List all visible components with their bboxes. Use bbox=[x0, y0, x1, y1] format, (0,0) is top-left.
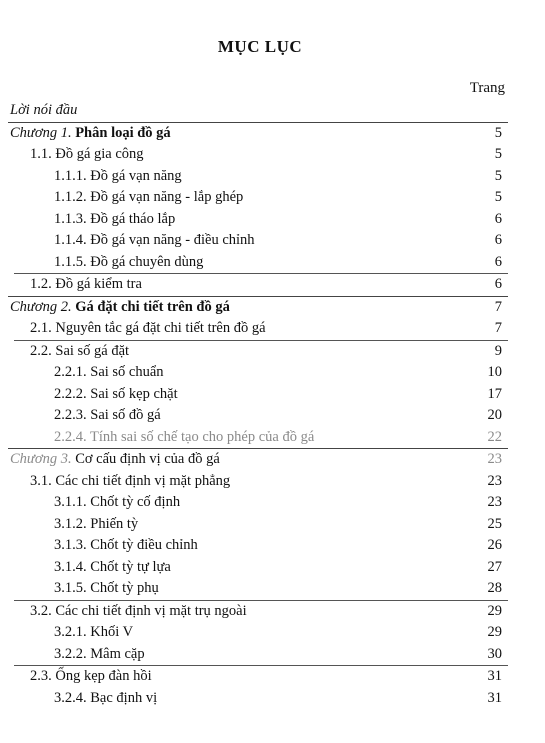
section-3-2-entry[interactable] bbox=[14, 601, 508, 623]
chapter-2-prefix: Chương 2. bbox=[10, 298, 72, 315]
section-label: 2.2. Sai số gá đặt bbox=[30, 342, 130, 359]
subsection-2-2-4-entry[interactable] bbox=[14, 427, 508, 449]
preface-label: Lời nói đầu bbox=[10, 102, 78, 118]
chapter-2-entry[interactable] bbox=[8, 297, 508, 319]
subsection-3-1-4-entry[interactable] bbox=[14, 557, 508, 579]
subsection-label: 1.1.4. Đồ gá vạn năng - điều chỉnh bbox=[54, 232, 255, 248]
subsection-label: 3.1.2. Phiến tỳ bbox=[54, 515, 139, 532]
subsection-label: 3.1.3. Chốt tỳ điều chỉnh bbox=[54, 537, 198, 553]
subsection-label: 1.1.2. Đồ gá vạn năng - lắp ghép bbox=[54, 189, 244, 205]
subsection-label: 1.1.1. Đồ gá vạn năng bbox=[54, 167, 182, 184]
subsection-1-1-4-entry[interactable] bbox=[14, 230, 508, 252]
subsection-page: 6 bbox=[494, 210, 502, 227]
subsection-page: 23 bbox=[487, 494, 502, 510]
table-of-contents bbox=[0, 100, 545, 709]
subsection-page: 17 bbox=[487, 385, 502, 402]
subsection-label: 3.2.2. Mâm cặp bbox=[54, 645, 145, 662]
section-1-2-entry[interactable] bbox=[14, 274, 508, 296]
section-1-2-box bbox=[14, 274, 508, 296]
chapter-1-page: 5 bbox=[494, 124, 502, 141]
chapter-1-title: Phân loại đồ gá bbox=[75, 124, 171, 141]
subsection-page: 6 bbox=[494, 253, 502, 270]
section-2-1-entry[interactable] bbox=[14, 318, 508, 340]
chapter-1-prefix: Chương 1. bbox=[10, 124, 72, 141]
subsection-label: 3.1.4. Chốt tỳ tự lựa bbox=[54, 558, 171, 575]
subsection-page: 27 bbox=[487, 558, 502, 575]
subsection-page: 28 bbox=[487, 580, 502, 596]
chapter-3-title: Cơ cấu định vị của đồ gá bbox=[75, 451, 220, 467]
section-page: 31 bbox=[487, 668, 502, 684]
subsection-2-2-3-entry[interactable] bbox=[14, 405, 508, 427]
section-label: 3.1. Các chi tiết định vị mặt phẳng bbox=[30, 472, 231, 489]
subsection-3-2-1-entry[interactable] bbox=[14, 622, 508, 644]
subsection-1-1-5-entry[interactable] bbox=[14, 252, 508, 274]
subsection-label: 2.2.3. Sai số đồ gá bbox=[54, 407, 161, 423]
chapter-3-group bbox=[8, 449, 508, 709]
subsection-page: 26 bbox=[487, 537, 502, 553]
chapter-1-group bbox=[8, 123, 508, 297]
chapter-3-label bbox=[10, 449, 220, 471]
section-2-1-box bbox=[14, 318, 508, 341]
chapter-2-group bbox=[8, 297, 508, 450]
subsection-1-1-2-entry[interactable] bbox=[14, 187, 508, 209]
subsection-label: 3.2.1. Khối V bbox=[54, 624, 134, 640]
section-label: 1.2. Đồ gá kiểm tra bbox=[30, 276, 142, 292]
subsection-label: 2.2.1. Sai số chuẩn bbox=[54, 364, 164, 380]
chapter-3-entry[interactable] bbox=[8, 449, 508, 471]
subsection-3-1-2-entry[interactable] bbox=[14, 514, 508, 536]
section-page: 29 bbox=[487, 602, 502, 619]
subsection-page: 20 bbox=[487, 407, 502, 423]
section-3-1-entry[interactable] bbox=[14, 471, 508, 493]
page-column-header: Trang bbox=[469, 80, 505, 96]
chapter-2-page: 7 bbox=[494, 298, 502, 315]
chapter-3-prefix: Chương 3. bbox=[10, 451, 72, 467]
subsection-3-2-4-entry[interactable] bbox=[14, 688, 508, 710]
chapter-2-label bbox=[10, 297, 230, 319]
section-2-3-box bbox=[14, 666, 508, 709]
section-3-2-box bbox=[14, 601, 508, 667]
section-1-1-entry[interactable] bbox=[14, 144, 508, 166]
section-page: 5 bbox=[494, 146, 502, 162]
section-page: 7 bbox=[494, 320, 502, 336]
subsection-label: 3.2.4. Bạc định vị bbox=[54, 689, 158, 706]
page-title: MỤC LỤC bbox=[217, 37, 303, 56]
subsection-page: 31 bbox=[487, 689, 502, 706]
subsection-label: 2.2.2. Sai số kẹp chặt bbox=[54, 385, 178, 402]
subsection-2-2-1-entry[interactable] bbox=[14, 362, 508, 384]
subsection-1-1-3-entry[interactable] bbox=[14, 209, 508, 231]
subsection-label: 1.1.5. Đồ gá chuyên dùng bbox=[54, 253, 204, 270]
subsection-label: 2.2.4. Tính sai số chế tạo cho phép của đồ gá bbox=[54, 428, 315, 445]
subsection-page: 5 bbox=[494, 167, 502, 184]
section-label: 2.1. Nguyên tắc gá đặt chi tiết trên đồ gá bbox=[30, 320, 266, 336]
subsection-label: 3.1.5. Chốt tỳ phụ bbox=[54, 580, 159, 596]
section-label: 1.1. Đồ gá gia công bbox=[30, 146, 144, 162]
preface-group bbox=[8, 100, 508, 123]
subsection-3-2-2-entry[interactable] bbox=[14, 644, 508, 666]
subsection-page: 10 bbox=[487, 364, 502, 380]
section-page: 9 bbox=[494, 342, 502, 359]
section-3-1-box bbox=[14, 471, 508, 601]
section-2-3-entry[interactable] bbox=[14, 666, 508, 688]
subsection-1-1-1-entry[interactable] bbox=[14, 166, 508, 188]
section-page: 23 bbox=[487, 472, 502, 489]
subsection-label: 1.1.3. Đồ gá tháo lắp bbox=[54, 210, 176, 227]
subsection-2-2-2-entry[interactable] bbox=[14, 384, 508, 406]
subsection-page: 5 bbox=[494, 189, 502, 205]
subsection-page: 6 bbox=[494, 232, 502, 248]
chapter-1-entry[interactable] bbox=[8, 123, 508, 145]
section-label: 3.2. Các chi tiết định vị mặt trụ ngoài bbox=[30, 602, 247, 619]
section-page: 6 bbox=[494, 276, 502, 292]
subsection-page: 25 bbox=[487, 515, 502, 532]
section-2-2-entry[interactable] bbox=[14, 341, 508, 363]
subsection-3-1-5-entry[interactable] bbox=[14, 578, 508, 600]
subsection-3-1-1-entry[interactable] bbox=[14, 492, 508, 514]
chapter-2-title: Gá đặt chi tiết trên đồ gá bbox=[75, 298, 230, 315]
subsection-3-1-3-entry[interactable] bbox=[14, 535, 508, 557]
subsection-label: 3.1.1. Chốt tỳ cố định bbox=[54, 494, 181, 510]
subsection-page: 30 bbox=[487, 645, 502, 662]
section-1-1-box bbox=[14, 144, 508, 274]
section-label: 2.3. Ống kẹp đàn hồi bbox=[30, 668, 152, 684]
subsection-page: 22 bbox=[487, 428, 502, 445]
preface-entry[interactable] bbox=[8, 100, 508, 122]
subsection-page: 29 bbox=[487, 624, 502, 640]
chapter-1-label bbox=[10, 123, 171, 145]
chapter-3-page: 23 bbox=[487, 451, 502, 467]
section-2-2-box bbox=[14, 341, 508, 449]
